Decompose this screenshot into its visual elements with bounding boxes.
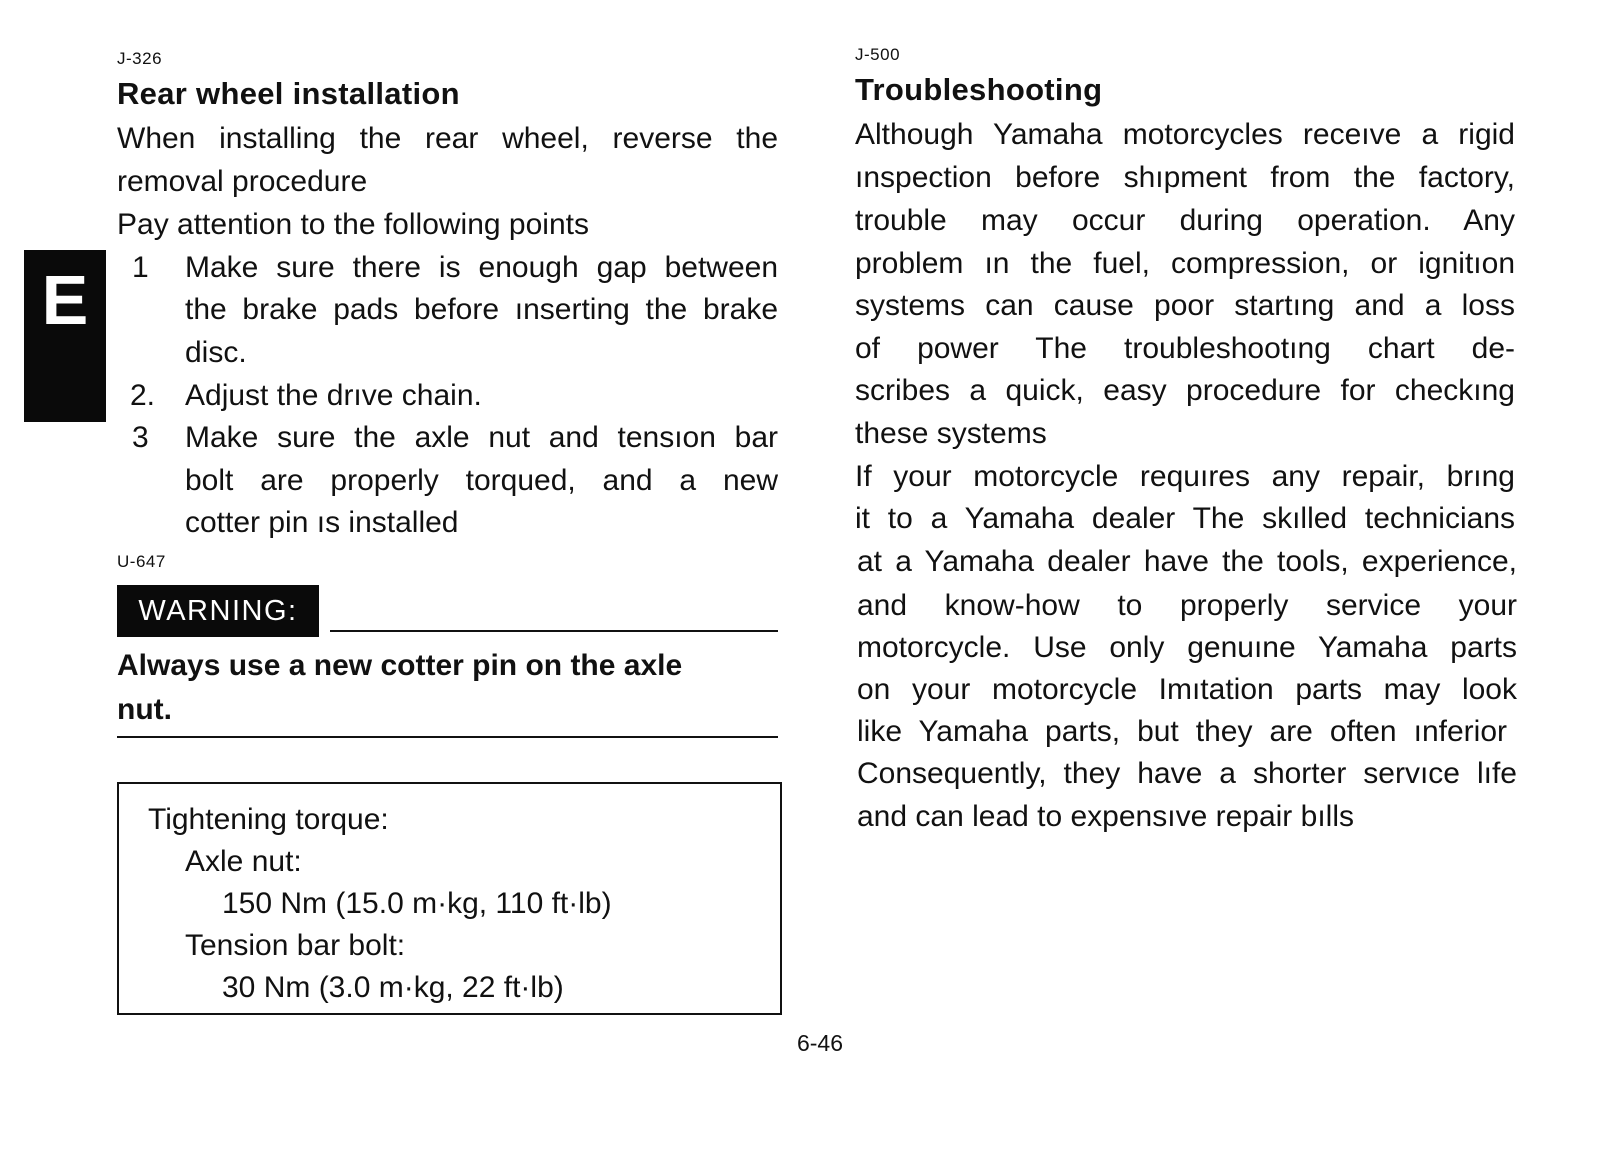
troubleshooting-line: systems can cause poor startıng and a loss xyxy=(855,289,1515,322)
troubleshooting-line: of power The troubleshootıng chart de- xyxy=(855,332,1515,365)
step-1-line-2: the brake pads before ınserting the brake xyxy=(185,293,778,326)
troubleshooting-line: motorcycle. Use only genuıne Yamaha parts xyxy=(857,631,1517,664)
intro-line-3: Pay attention to the following points xyxy=(117,208,589,241)
warning-code: U-647 xyxy=(117,552,166,571)
troubleshooting-line: ınspection before shıpment from the factory, xyxy=(855,161,1515,194)
step-2-line-1: Adjust the drıve chain. xyxy=(185,379,482,412)
troubleshooting-line: If your motorcycle requıres any repair, brıng xyxy=(855,460,1515,493)
intro-line-1: When installing the rear wheel, reverse the xyxy=(117,122,778,155)
step-3-number: 3 xyxy=(132,421,149,454)
troubleshooting-line: scribes a quick, easy procedure for checkıng xyxy=(855,374,1515,407)
axle-nut-value: 150 Nm (15.0 m·kg, 110 ft·lb) xyxy=(222,887,612,920)
troubleshooting-line: and know-how to properly service your xyxy=(857,589,1517,622)
step-3-line-3: cotter pin ıs installed xyxy=(185,506,459,539)
troubleshooting-line: problem ın the fuel, compression, or ignitıon xyxy=(855,247,1515,280)
troubleshooting-line: it to a Yamaha dealer The skılled technicians xyxy=(855,502,1515,535)
troubleshooting-line: and can lead to expensıve repair bılls xyxy=(857,800,1354,833)
step-3-line-1: Make sure the axle nut and tensıon bar xyxy=(185,421,778,454)
tension-bolt-value: 30 Nm (3.0 m·kg, 22 ft·lb) xyxy=(222,971,564,1004)
troubleshooting-line: trouble may occur during operation. Any xyxy=(855,204,1515,237)
torque-title: Tightening torque: xyxy=(148,803,389,836)
axle-nut-label: Axle nut: xyxy=(185,845,302,878)
troubleshooting-line: on your motorcycle Imıtation parts may look xyxy=(857,673,1517,706)
troubleshooting-line: these systems xyxy=(855,417,1047,450)
warning-text-line-2: nut. xyxy=(117,693,172,726)
torque-spec-box xyxy=(117,782,782,1015)
troubleshooting-line: Consequently, they have a shorter servıce lıfe xyxy=(857,757,1517,790)
tension-bolt-label: Tension bar bolt: xyxy=(185,929,406,962)
troubleshooting-heading: Troubleshooting xyxy=(855,72,1103,107)
troubleshooting-line: Although Yamaha motorcycles receıve a rigid xyxy=(855,118,1515,151)
intro-line-2: removal procedure xyxy=(117,165,368,198)
warning-bottom-rule xyxy=(117,736,778,738)
troubleshooting-line: like Yamaha parts, but they are often ınferior xyxy=(857,715,1507,748)
troubleshooting-line: at a Yamaha dealer have the tools, experience, xyxy=(857,545,1517,578)
section-tab xyxy=(24,250,106,422)
rear-wheel-heading: Rear wheel installation xyxy=(117,76,460,111)
warning-top-rule xyxy=(330,630,778,632)
step-3-line-2: bolt are properly torqued, and a new xyxy=(185,464,778,497)
step-1-number: 1 xyxy=(132,251,149,284)
step-2-number: 2. xyxy=(130,379,156,412)
step-1-line-1: Make sure there is enough gap between xyxy=(185,251,778,284)
section-tab-letter: E xyxy=(41,261,89,339)
left-section-code: J-326 xyxy=(117,49,163,68)
warning-text-line-1: Always use a new cotter pin on the axle xyxy=(117,649,683,682)
warning-label: WARNING: xyxy=(117,585,319,637)
step-1-line-3: disc. xyxy=(185,336,247,369)
page-number: 6-46 xyxy=(796,1030,844,1056)
right-section-code: J-500 xyxy=(855,45,901,64)
